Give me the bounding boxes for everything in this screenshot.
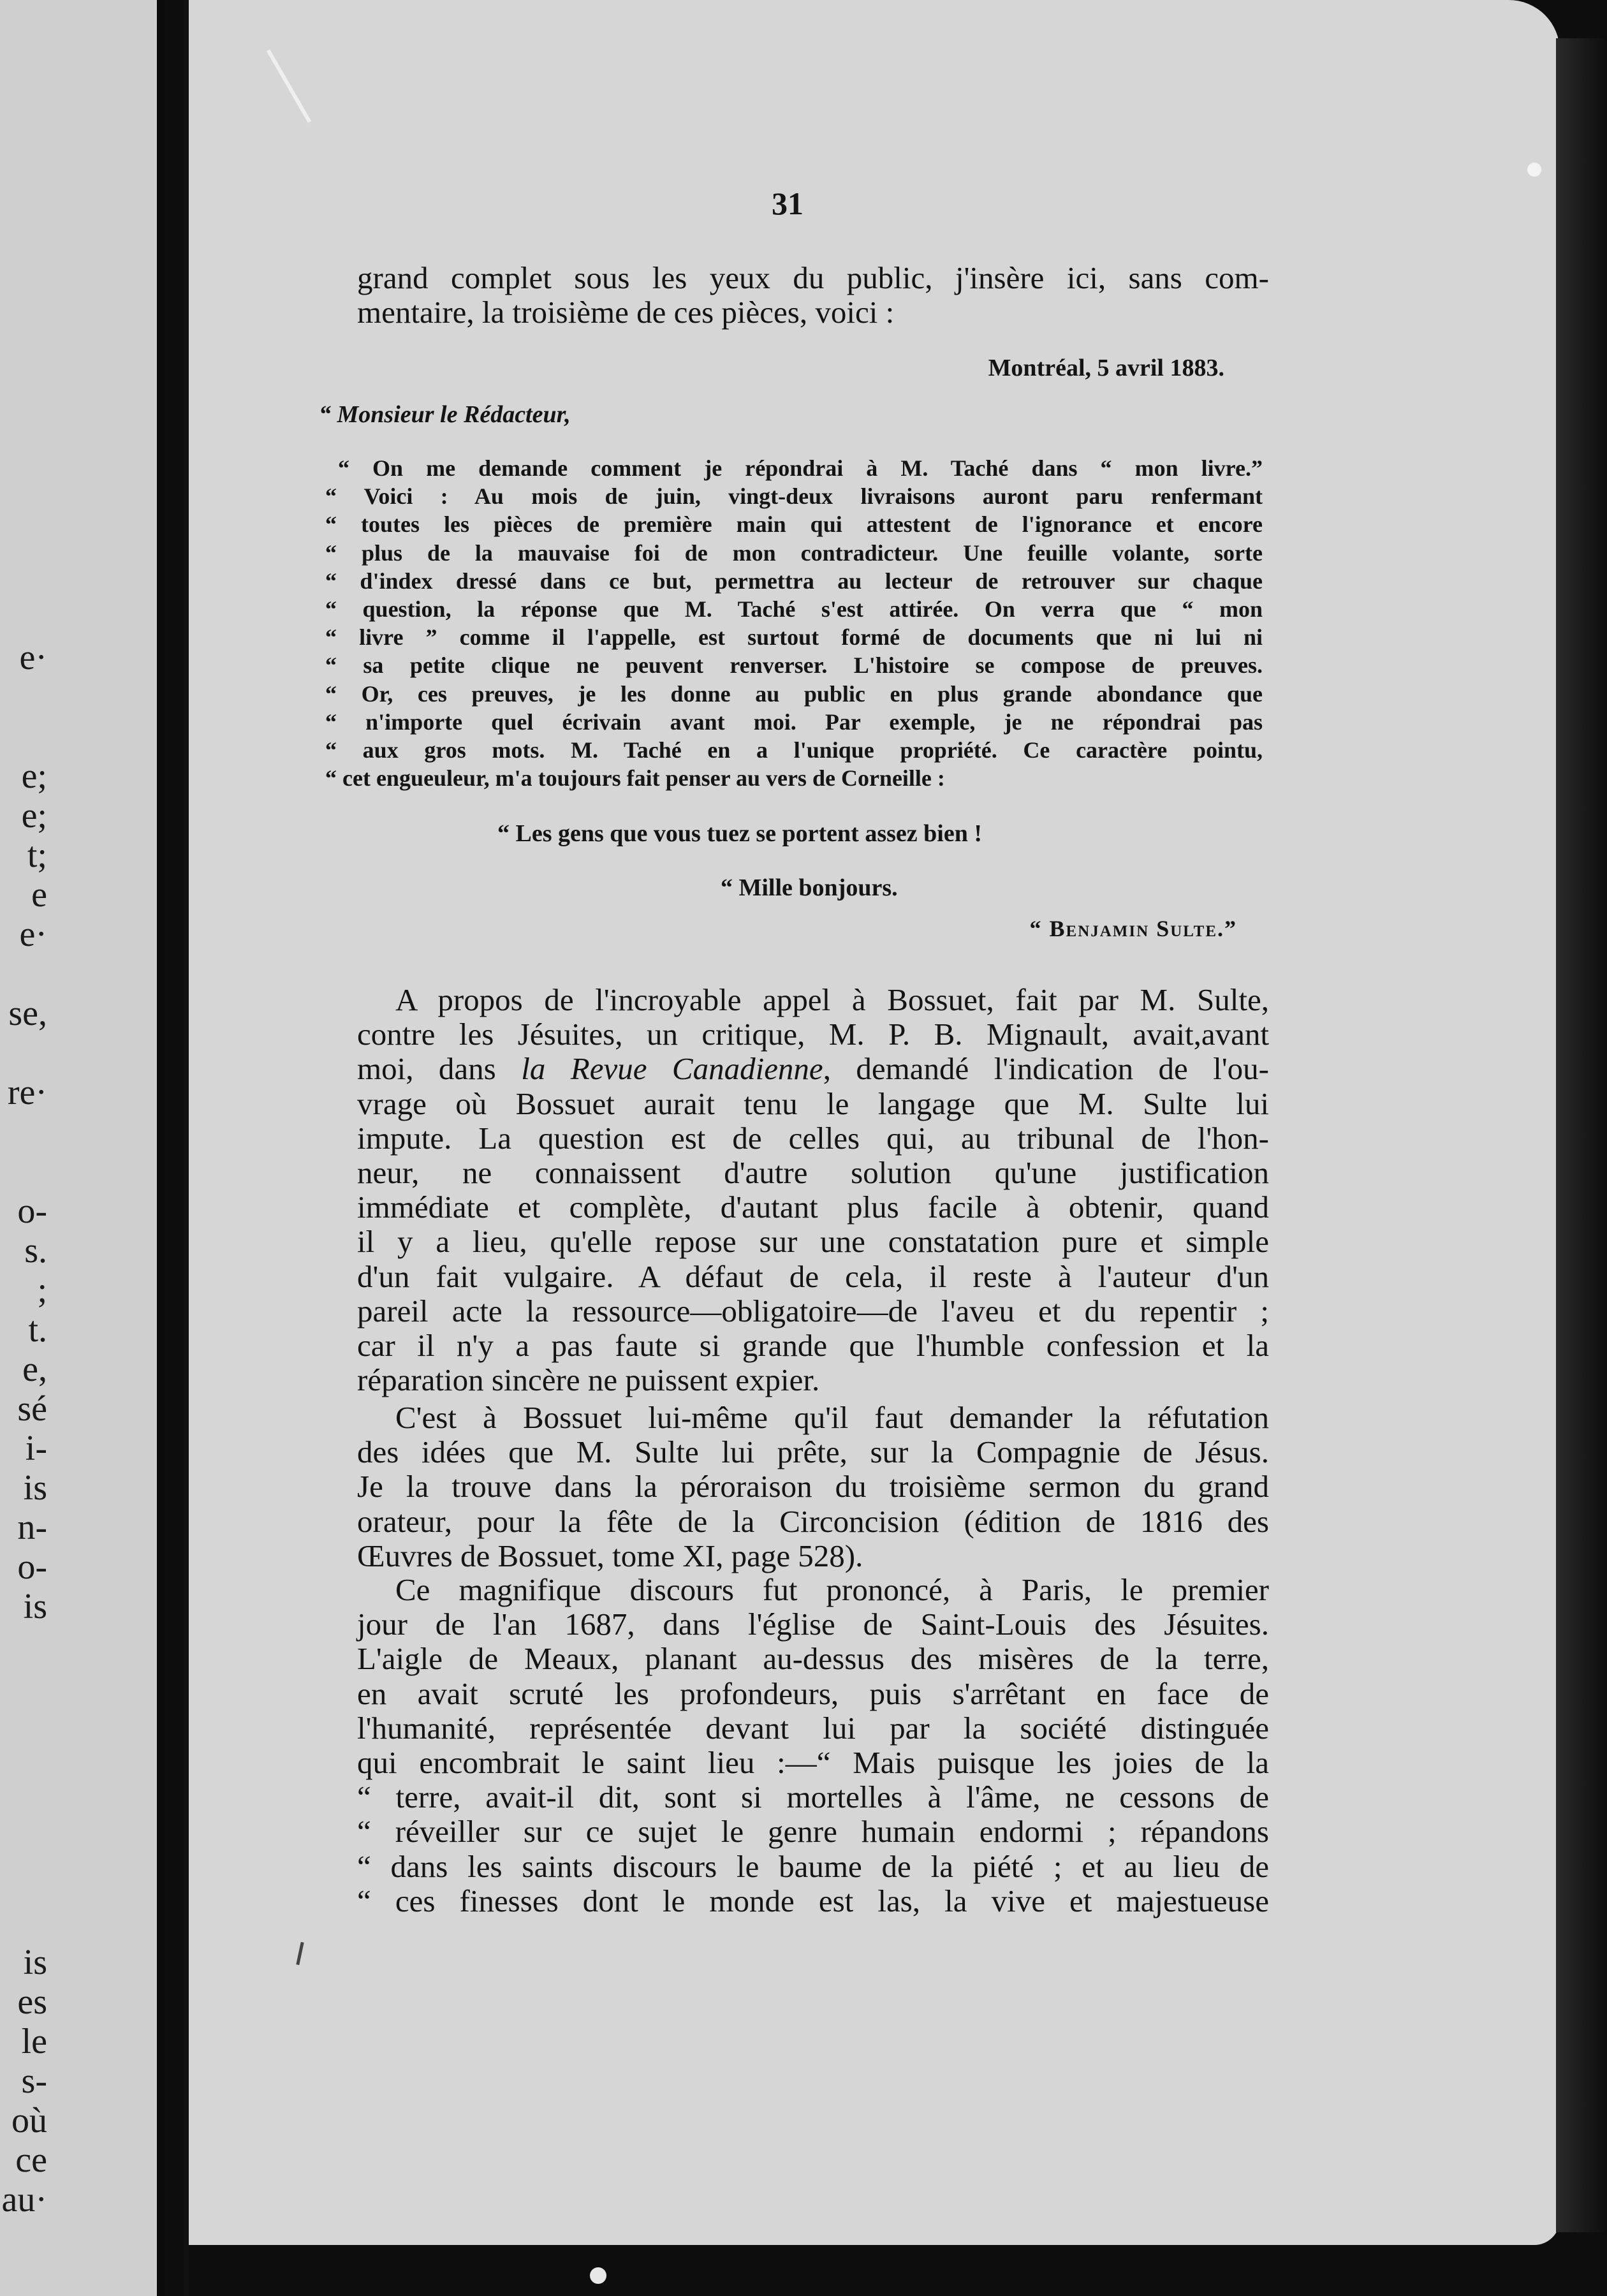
paragraph-line: Je la trouve dans la péroraison du troisième sermon du grand: [357, 1469, 1269, 1505]
letter-line: “ question, la réponse que M. Taché s'est attirée. On verra que “ mon: [325, 596, 1263, 622]
previous-page-fragment: [0, 1112, 47, 1152]
previous-page-fragment: is: [23, 1587, 47, 1626]
page-edge-shadow: [1556, 38, 1607, 2232]
letter-signature: “ Benjamin Sulte.”: [1029, 916, 1237, 941]
scan-speck: [590, 2267, 606, 2284]
letter-salutation: “ Monsieur le Rédacteur,: [319, 401, 571, 428]
paragraph-line: “ réveiller sur ce sujet le genre humain endormi ; répandons: [357, 1814, 1269, 1850]
previous-page-fragment: ;: [37, 1270, 47, 1310]
paragraph-line: impute. La question est de celles qui, au tribunal de l'hon-: [357, 1120, 1269, 1156]
scan-speck: [1527, 163, 1541, 177]
previous-page-fragment: o-: [17, 1191, 47, 1231]
previous-page-fragment: e,: [22, 1350, 47, 1389]
previous-page-fragment: ce: [15, 2140, 47, 2180]
letter-line: “ n'importe quel écrivain avant moi. Par exemple, je ne répondrai pas: [325, 709, 1263, 735]
previous-page-fragment: e;: [21, 756, 47, 796]
paragraph-line: orateur, pour la fête de la Circoncision (édition de 1816 des: [357, 1503, 1269, 1539]
gutter-line-inner: [184, 0, 189, 2296]
previous-page-fragment: le: [21, 2022, 47, 2061]
previous-page-fragment: [0, 717, 47, 756]
paragraph-line: “ dans les saints discours le baume de la piété ; et au lieu de: [357, 1848, 1269, 1884]
letter-line: “ toutes les pièces de première main qui attestent de l'ignorance et encore: [325, 511, 1263, 538]
page-number: 31: [772, 186, 804, 221]
previous-page-fragment: es: [17, 1982, 47, 2022]
intro-line: mentaire, la troisième de ces pièces, voici :: [357, 295, 895, 330]
paragraph-line: “ terre, avait-il dit, sont si mortelles à l'âme, ne cessons de: [357, 1779, 1269, 1815]
paragraph-line: Ce magnifique discours fut prononcé, à Paris, le premier: [395, 1572, 1269, 1607]
previous-page-fragment: [0, 1785, 47, 1824]
previous-page-fragment: où: [11, 2101, 47, 2140]
corneille-verse: “ Les gens que vous tuez se portent assez bien !: [497, 820, 982, 847]
journal-title: la Revue Canadienne: [521, 1051, 823, 1087]
letter-closing: “ Mille bonjours.: [721, 874, 898, 901]
previous-page-fragment: [0, 1824, 47, 1864]
paragraph-line: en avait scruté les profondeurs, puis s'arrêtant en face de: [357, 1675, 1269, 1711]
previous-page-fragment: e;: [21, 796, 47, 835]
previous-page-fragment: e·: [19, 638, 47, 677]
previous-page-fragment: is: [23, 1468, 47, 1508]
previous-page-fragment: s-: [21, 2061, 47, 2101]
intro-line: grand complet sous les yeux du public, j'insère ici, sans com-: [357, 260, 1269, 295]
letter-line: “ cet engueuleur, m'a toujours fait penser au vers de Corneille :: [325, 765, 945, 791]
paragraph-line: qui encombrait le saint lieu :—“ Mais puisque les joies de la: [357, 1745, 1269, 1780]
letter-line: “ d'index dressé dans ce but, permettra au lecteur de retrouver sur chaque: [325, 568, 1263, 594]
paragraph-line: pareil acte la ressource—obligatoire—de l'aveu et du repentir ;: [357, 1293, 1269, 1328]
gutter-line: [157, 0, 165, 2296]
paragraph-line: vrage où Bossuet aurait tenu le langage que M. Sulte lui: [357, 1085, 1269, 1121]
letter-line: “ livre ” comme il l'appelle, est surtout formé de documents que ni lui ni: [325, 624, 1263, 651]
previous-page-fragment: [0, 1745, 47, 1785]
previous-page-fragment: se,: [8, 994, 47, 1033]
previous-page-fragment: [0, 1903, 47, 1943]
paragraph-line: moi, dans la Revue Canadienne, demandé l'indication de l'ou-: [357, 1051, 1269, 1087]
previous-page-fragment: [0, 1705, 47, 1745]
paragraph-line: C'est à Bossuet lui-même qu'il faut demander la réfutation: [395, 1400, 1269, 1435]
paragraph-line: l'humanité, représentée devant lui par la société distinguée: [357, 1710, 1269, 1746]
previous-page-fragment: t;: [27, 835, 47, 875]
previous-page-fragment: t.: [28, 1310, 47, 1350]
previous-page-fragment: e·: [19, 915, 47, 954]
previous-page-fragment: [0, 954, 47, 994]
paragraph-line: contre les Jésuites, un critique, M. P. B. Mignault, avait,avant: [357, 1017, 1269, 1052]
paragraph-line: car il n'y a pas faute si grande que l'humble confession et la: [357, 1328, 1269, 1363]
previous-page-fragment: au·: [1, 2180, 47, 2219]
previous-page-fragment: re·: [7, 1073, 47, 1112]
previous-page-fragment: s.: [24, 1231, 47, 1270]
letter-line: “ On me demande comment je répondrai à M. Taché dans “ mon livre.”: [338, 455, 1263, 481]
paragraph-line: réparation sincère ne puissent expier.: [357, 1362, 820, 1398]
paragraph-line: Œuvres de Bossuet, tome XI, page 528).: [357, 1538, 863, 1573]
paragraph-line: A propos de l'incroyable appel à Bossuet, fait par M. Sulte,: [395, 982, 1269, 1017]
paragraph-line: neur, ne connaissent d'autre solution qu'une justification: [357, 1155, 1269, 1190]
letter-line: “ Or, ces preuves, je les donne au public en plus grande abondance que: [325, 681, 1263, 707]
paragraph-line: “ ces finesses dont le monde est las, la vive et majestueuse: [357, 1883, 1269, 1918]
letter-line: “ Voici : Au mois de juin, vingt-deux livraisons auront paru renfermant: [325, 483, 1263, 510]
previous-page-fragment: i-: [25, 1429, 47, 1468]
previous-page-fragment: [0, 1626, 47, 1666]
letter-line: “ sa petite clique ne peuvent renverser. L'histoire se compose de preuves.: [325, 652, 1263, 679]
paragraph-line: d'un fait vulgaire. A défaut de cela, il reste à l'auteur d'un: [357, 1258, 1269, 1294]
previous-page-fragment: n-: [17, 1508, 47, 1547]
paragraph-line: L'aigle de Meaux, planant au-dessus des misères de la terre,: [357, 1641, 1269, 1677]
paragraph-line: immédiate et complète, d'autant plus facile à obtenir, quand: [357, 1189, 1269, 1225]
previous-page-fragment: [0, 1864, 47, 1903]
previous-page-fragment: [0, 1033, 47, 1073]
previous-page-fragment: sé: [17, 1389, 47, 1429]
previous-page-fragment: [0, 1666, 47, 1705]
letter-date: Montréal, 5 avril 1883.: [988, 355, 1224, 381]
previous-page-fragment: is: [23, 1943, 47, 1982]
paragraph-line: il y a lieu, qu'elle repose sur une constatation pure et simple: [357, 1224, 1269, 1260]
previous-page-text-fragments: [0, 638, 47, 2219]
letter-line: “ aux gros mots. M. Taché en a l'unique propriété. Ce caractère pointu,: [325, 737, 1263, 763]
previous-page-fragment: o-: [17, 1547, 47, 1587]
previous-page-fragment: e: [31, 875, 47, 915]
previous-page-fragment: [0, 1152, 47, 1191]
paragraph-line: des idées que M. Sulte lui prête, sur la Compagnie de Jésus.: [357, 1434, 1269, 1470]
previous-page-edge: [0, 0, 159, 2296]
previous-page-fragment: [0, 677, 47, 717]
paragraph-line: jour de l'an 1687, dans l'église de Saint-Louis des Jésuites.: [357, 1607, 1269, 1642]
letter-line: “ plus de la mauvaise foi de mon contradicteur. Une feuille volante, sorte: [325, 540, 1263, 566]
